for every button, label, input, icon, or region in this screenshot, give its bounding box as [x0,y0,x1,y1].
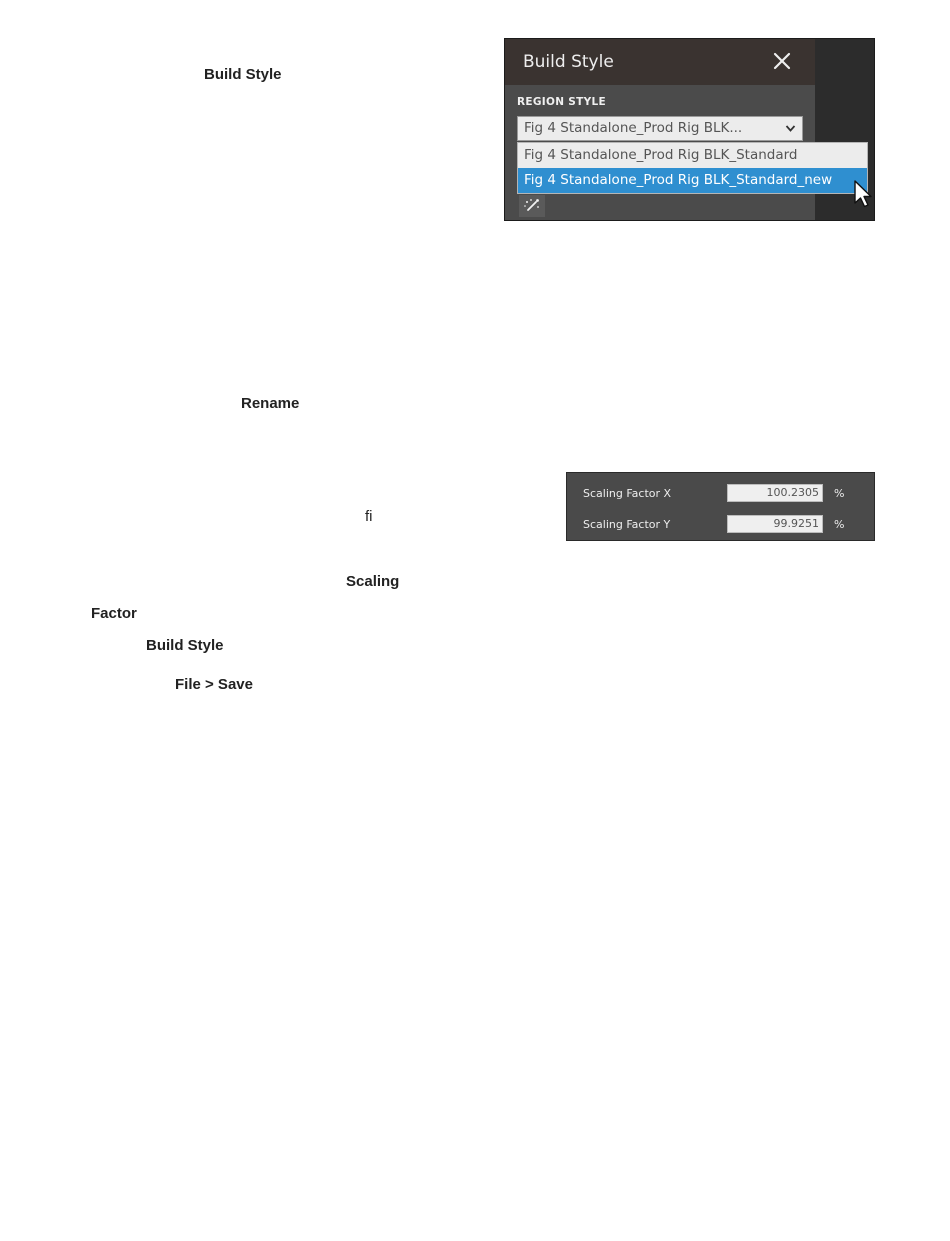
scaling-factor-x-input[interactable]: 100.2305 [727,484,823,502]
build-style-screenshot [504,38,875,221]
percent-unit: % [834,487,845,500]
region-style-label: REGION STYLE [517,96,606,108]
scaling-factor-y-row [567,515,874,535]
factor-term: Factor [91,605,137,622]
scaling-factor-x-row [567,484,874,504]
region-style-selected-value: Fig 4 Standalone_Prod Rig BLK... [524,120,743,136]
build-style-term: Build Style [204,66,282,83]
dropdown-option-highlighted[interactable]: Fig 4 Standalone_Prod Rig BLK_Standard_new [518,168,867,193]
mouse-pointer-icon [853,179,873,209]
scaling-factor-y-input[interactable]: 99.9251 [727,515,823,533]
close-icon[interactable] [770,49,794,73]
chevron-down-icon [785,124,796,133]
build-style-term-2: Build Style [146,637,224,654]
magic-wand-icon[interactable] [519,195,545,217]
scaling-factor-x-label: Scaling Factor X [583,487,672,500]
region-style-select[interactable] [517,116,803,141]
rename-term: Rename [241,395,300,412]
region-style-dropdown [517,142,868,194]
build-style-title: Build Style [523,52,614,72]
file-save-menu-path: File > Save [175,676,253,693]
scaling-factor-screenshot [566,472,875,541]
percent-unit: % [834,518,845,531]
scaling-factor-y-label: Scaling Factor Y [583,518,671,531]
scaling-term: Scaling [346,573,400,590]
build-style-header [505,39,815,85]
fi-fragment: fi [365,508,373,525]
dropdown-option[interactable]: Fig 4 Standalone_Prod Rig BLK_Standard [524,147,798,163]
